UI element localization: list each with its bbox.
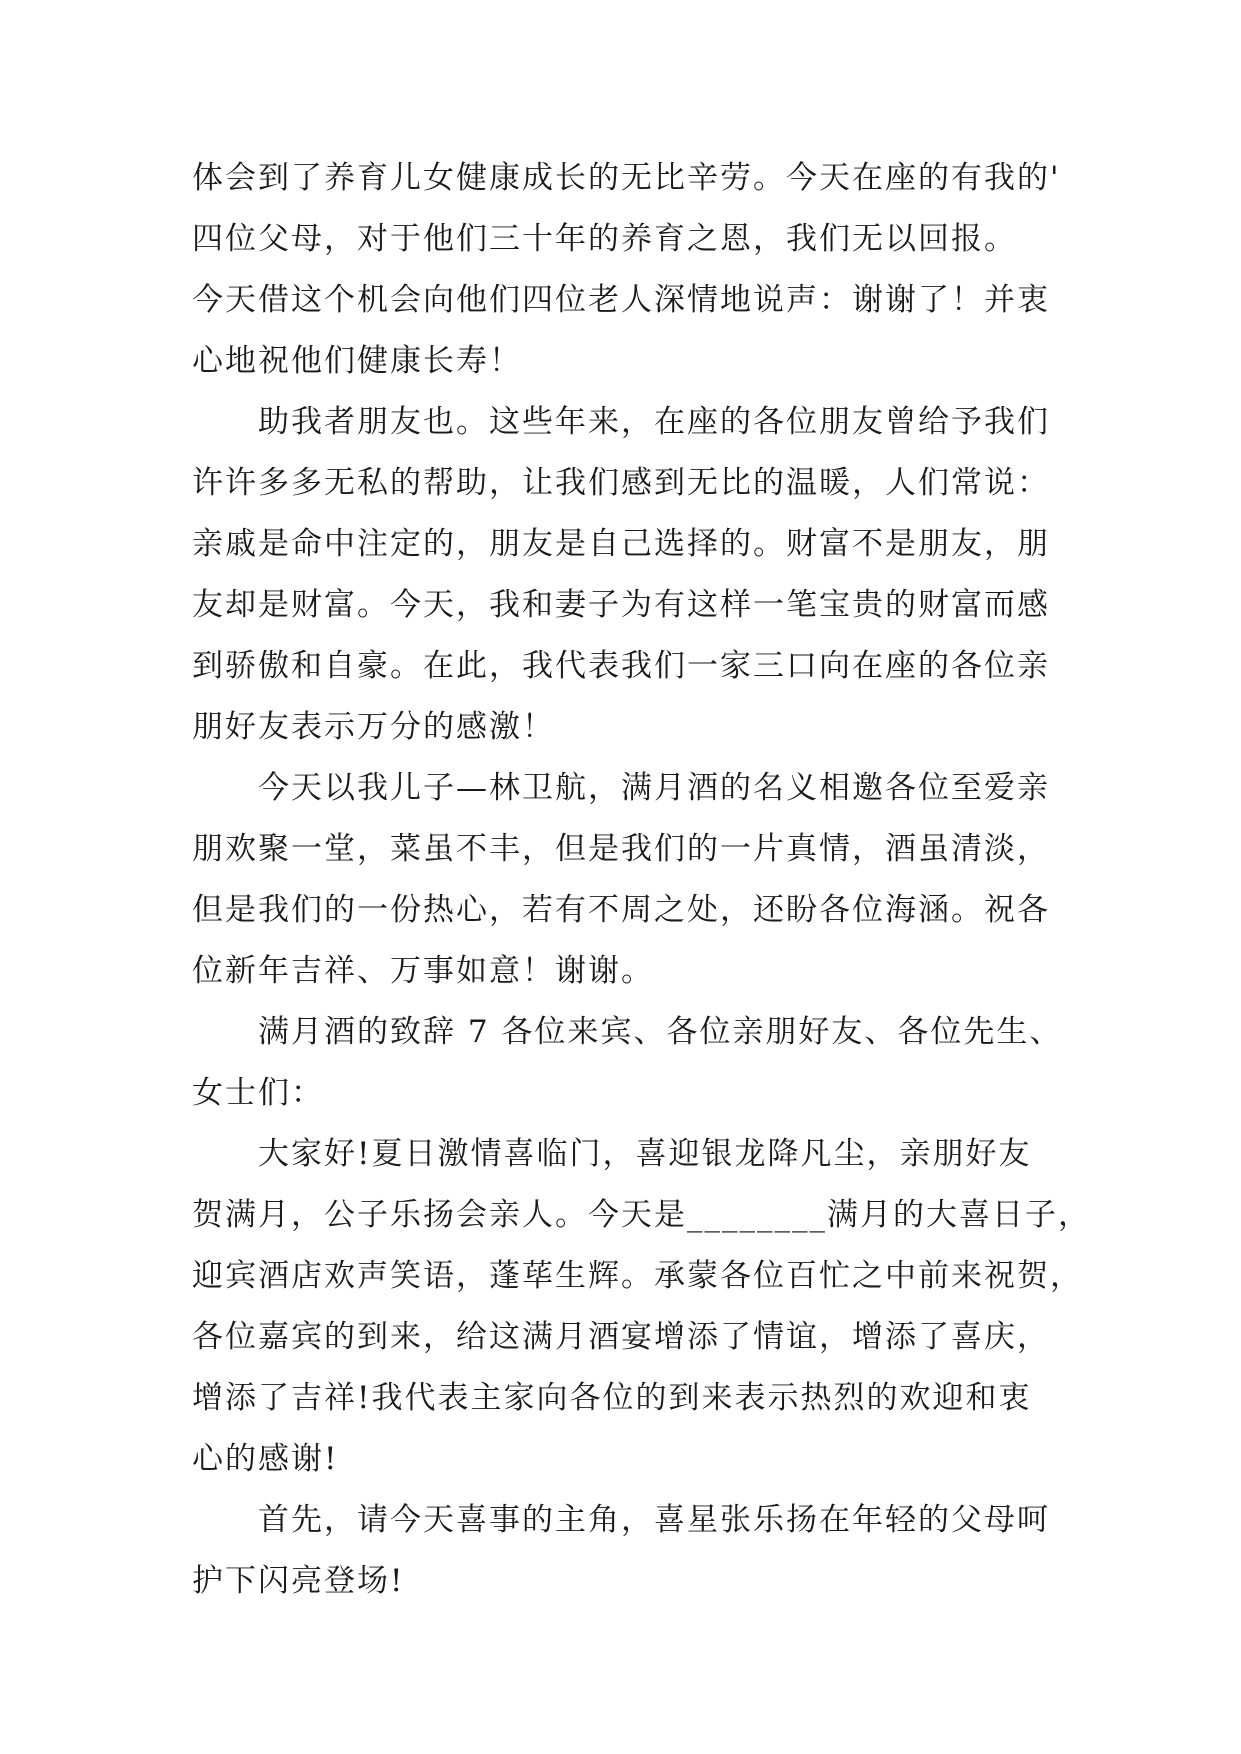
paragraph-1 — [192, 148, 1062, 392]
text-line: 今天以我儿子—林卫航，满月酒的名义相邀各位至爱亲 — [258, 770, 1050, 806]
text-line: 贺满月，公子乐扬会亲人。今天是________满月的大喜日子， — [192, 1197, 1091, 1233]
text-line: 朋好友表示万分的感激！ — [192, 709, 555, 745]
text-line: 四位父母，对于他们三十年的养育之恩，我们无以回报。 — [192, 221, 1017, 257]
text-line: 心地祝他们健康长寿！ — [192, 343, 522, 379]
paragraph-6 — [192, 1490, 1062, 1612]
text-line: 许许多多无私的帮助，让我们感到无比的温暖，人们常说： — [192, 465, 1050, 501]
text-line: 亲戚是命中注定的，朋友是自己选择的。财富不是朋友，朋 — [192, 526, 1050, 562]
text-line: 但是我们的一份热心，若有不周之处，还盼各位海涵。祝各 — [192, 892, 1050, 928]
text-line: 位新年吉祥、万事如意！谢谢。 — [192, 953, 654, 989]
text-line: 友却是财富。今天，我和妻子为有这样一笔宝贵的财富而感 — [192, 587, 1050, 623]
paragraph-5 — [192, 1124, 1091, 1490]
paragraph-2 — [192, 392, 1062, 758]
text-line: 增添了吉祥!我代表主家向各位的到来表示热烈的欢迎和衷 — [192, 1380, 1032, 1416]
text-line: 今天借这个机会向他们四位老人深情地说声：谢谢了！并衷 — [192, 282, 1050, 318]
text-line: 各位嘉宾的到来，给这满月酒宴增添了情谊，增添了喜庆， — [192, 1319, 1050, 1355]
paragraph-4 — [192, 1002, 1062, 1124]
text-line: 体会到了养育儿女健康成长的无比辛劳。今天在座的有我的' — [192, 160, 1061, 196]
paragraph-3 — [192, 758, 1062, 1002]
text-line: 满月酒的致辞 7 各位来宾、各位亲朋好友、各位先生、 — [258, 1014, 1063, 1050]
text-line: 助我者朋友也。这些年来，在座的各位朋友曾给予我们 — [258, 404, 1050, 440]
text-line: 迎宾酒店欢声笑语，蓬荜生辉。承蒙各位百忙之中前来祝贺， — [192, 1258, 1083, 1294]
text-line: 朋欢聚一堂，菜虽不丰，但是我们的一片真情，酒虽清淡， — [192, 831, 1050, 867]
text-line: 心的感谢! — [192, 1441, 339, 1477]
text-line: 到骄傲和自豪。在此，我代表我们一家三口向在座的各位亲 — [192, 648, 1050, 684]
text-line: 护下闪亮登场! — [192, 1563, 405, 1599]
text-line: 首先，请今天喜事的主角，喜星张乐扬在年轻的父母呵 — [258, 1502, 1050, 1538]
text-line: 大家好!夏日激情喜临门，喜迎银龙降凡尘，亲朋好友 — [258, 1136, 1032, 1172]
text-line: 女士们： — [192, 1075, 324, 1111]
document-body — [192, 148, 1091, 1612]
